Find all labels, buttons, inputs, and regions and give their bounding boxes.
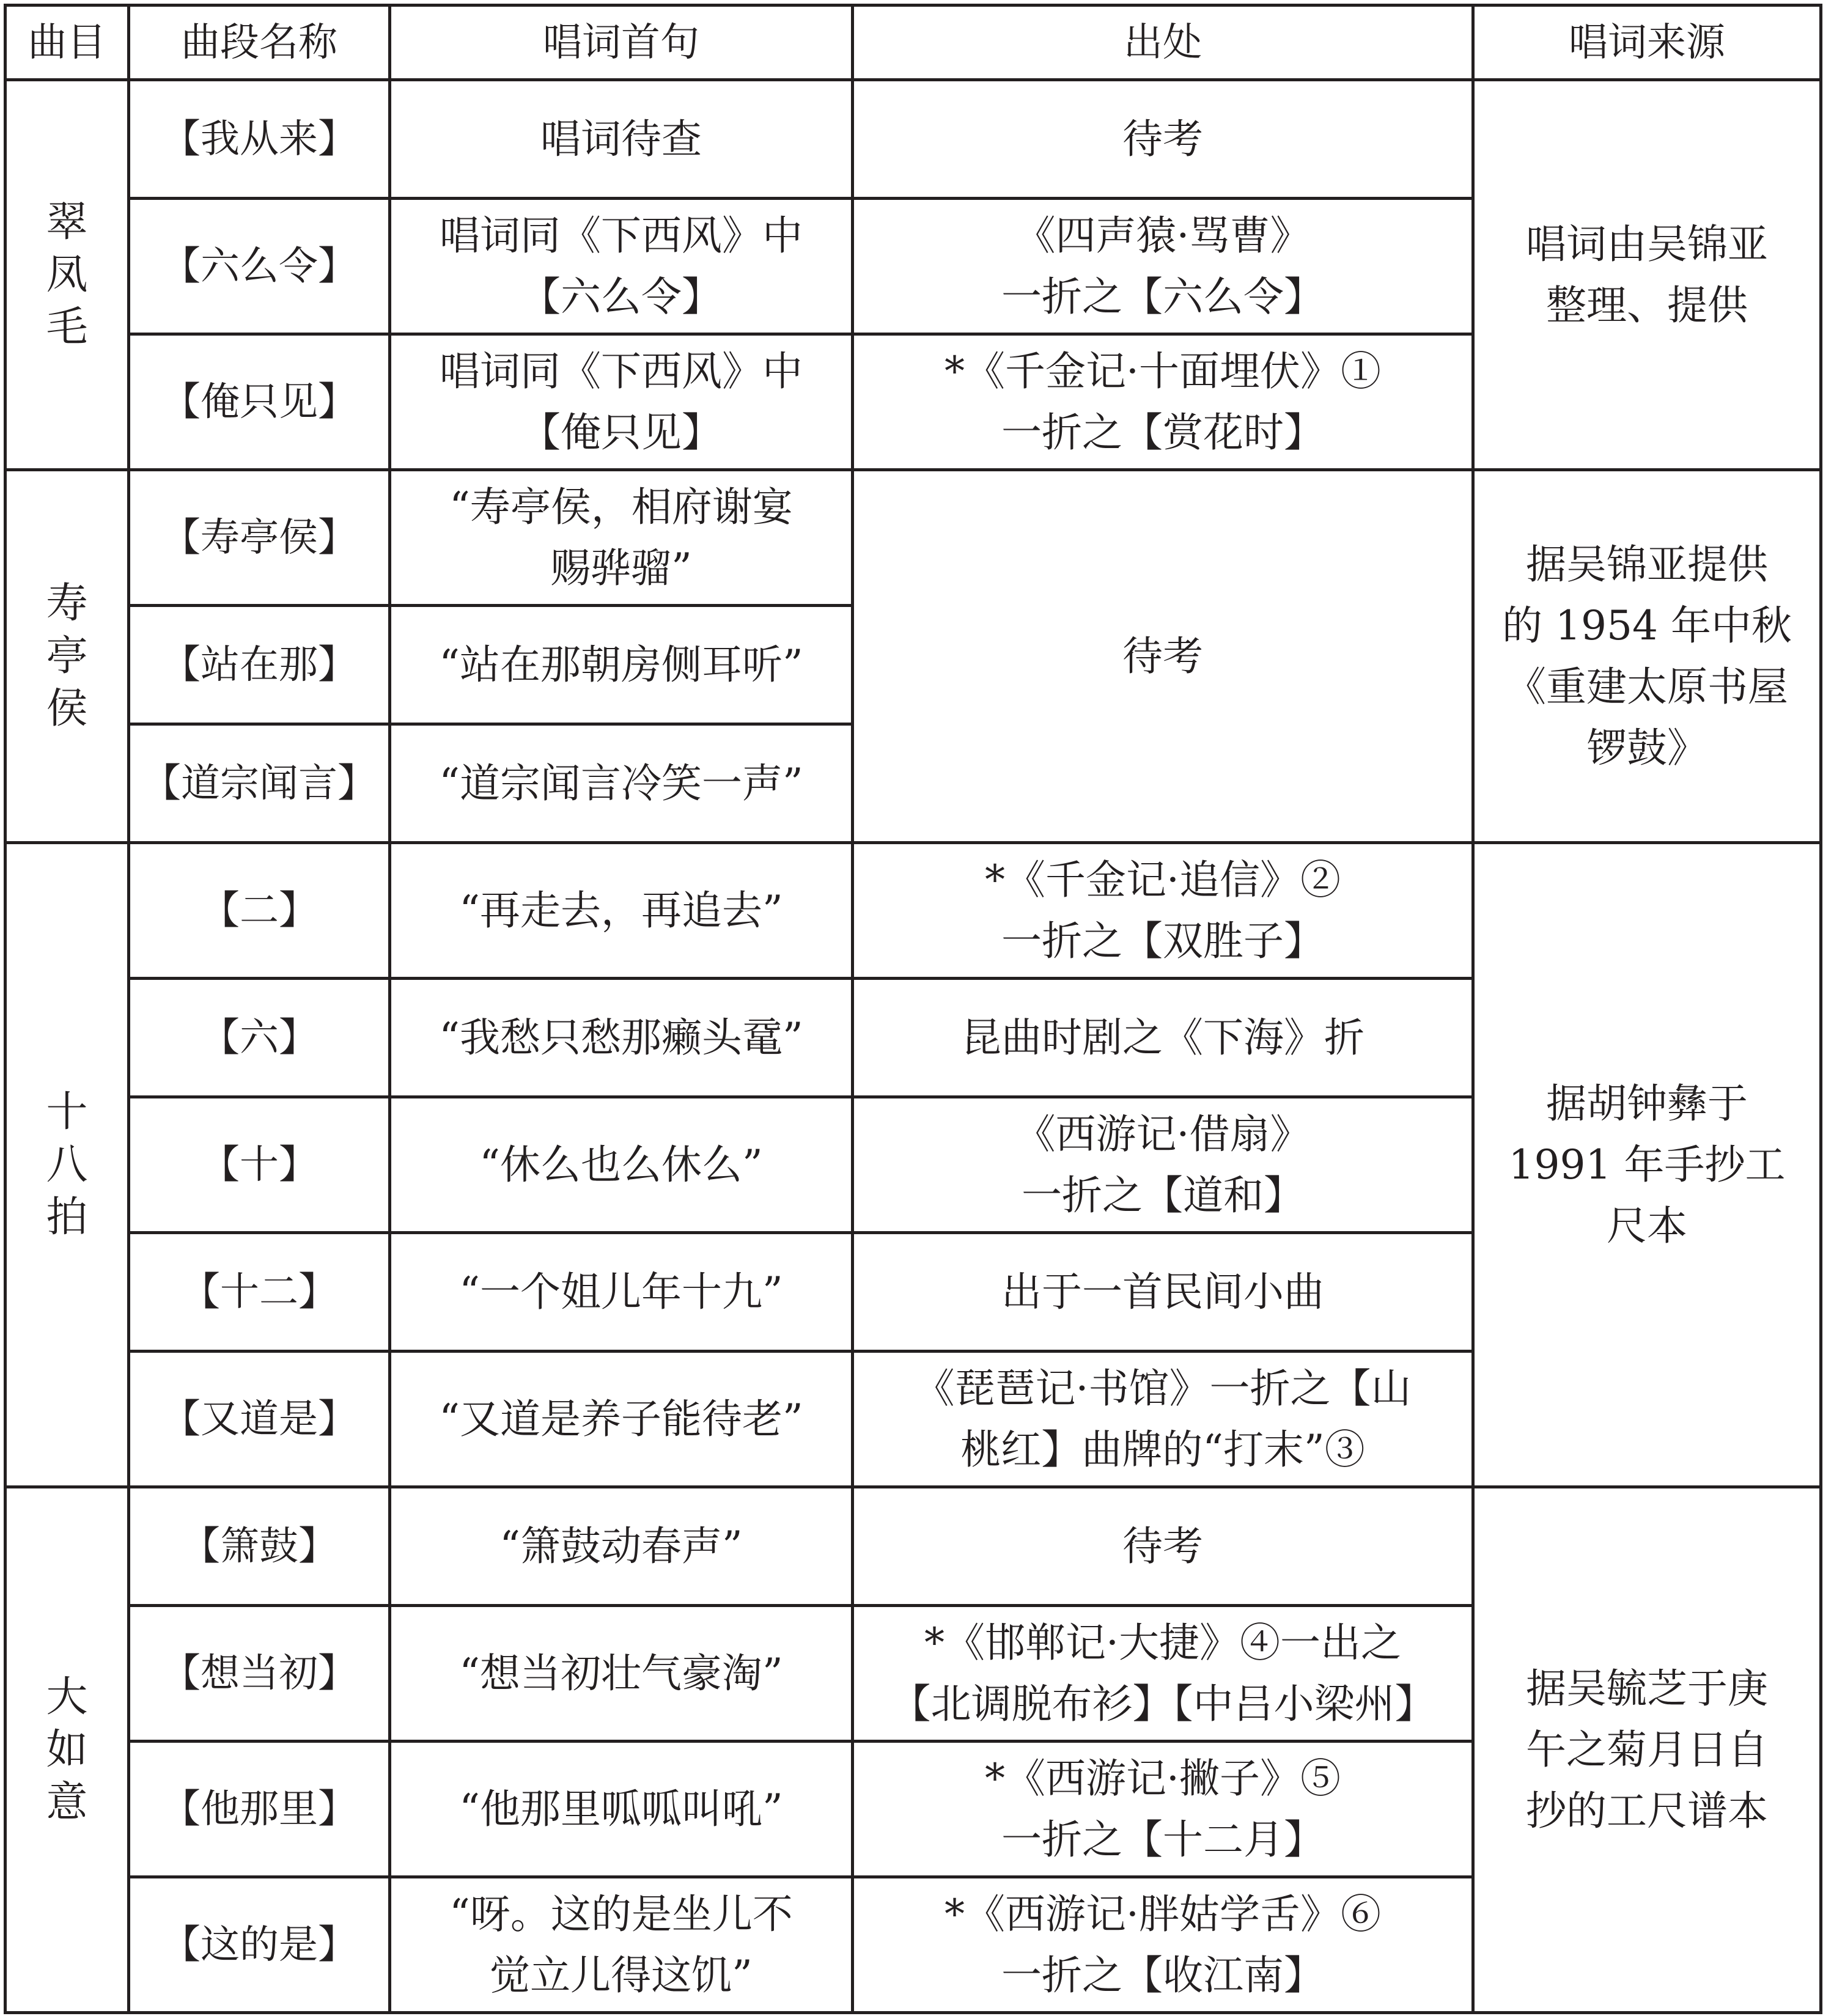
segment-name-cell: 【寿亭侯】 [129, 470, 390, 606]
first-line-cell: “呀。这的是坐儿不 觉立儿得这饥” [390, 1877, 853, 2013]
segment-name-cell: 【六么令】 [129, 199, 390, 334]
origin-cell: 《四声猿·骂曹》 一折之【六么令】 [853, 199, 1473, 334]
origin-cell: 《琵琶记·书馆》一折之【山 桃红】曲牌的“打末”③ [853, 1352, 1473, 1487]
segment-name-cell: 【十】 [129, 1097, 390, 1233]
origin-cell: 《西游记·借扇》 一折之【道和】 [853, 1097, 1473, 1233]
header-origin: 出处 [853, 6, 1473, 80]
first-line-cell: “箫鼓动春声” [390, 1487, 853, 1606]
opera-table [4, 4, 1822, 2014]
segment-name-cell: 【这的是】 [129, 1877, 390, 2013]
first-line-cell: “我愁只愁那癞头鼋” [390, 979, 853, 1097]
segment-name-cell: 【站在那】 [129, 606, 390, 724]
first-line-cell: “他那里呱呱叫吼” [390, 1742, 853, 1877]
table-row [6, 470, 1821, 606]
first-line-cell: “站在那朝房侧耳听” [390, 606, 853, 724]
lyrics-source-cell: 据吴锦亚提供 的 1954 年中秋 《重建太原书屋 锣鼓》 [1473, 470, 1821, 843]
segment-name-cell: 【六】 [129, 979, 390, 1097]
qumu-cell: 寿亭侯 [6, 470, 129, 843]
header-segment-name: 曲段名称 [129, 6, 390, 80]
first-line-cell: 唱词同《下西风》中 【俺只见】 [390, 334, 853, 470]
segment-name-cell: 【又道是】 [129, 1352, 390, 1487]
lyrics-source-cell: 据胡钟彝于 1991 年手抄工 尺本 [1473, 843, 1821, 1487]
segment-name-cell: 【想当初】 [129, 1606, 390, 1742]
header-lyrics-source: 唱词来源 [1473, 6, 1821, 80]
first-line-cell: “休么也么休么” [390, 1097, 853, 1233]
first-line-cell: “再走去，再追去” [390, 843, 853, 979]
header-qumu: 曲目 [6, 6, 129, 80]
segment-name-cell: 【俺只见】 [129, 334, 390, 470]
segment-name-cell: 【箫鼓】 [129, 1487, 390, 1606]
lyrics-source-cell: 唱词由吴锦亚 整理、提供 [1473, 80, 1821, 470]
table-row [6, 843, 1821, 979]
table-row [6, 1487, 1821, 1606]
first-line-cell: “一个姐儿年十九” [390, 1233, 853, 1352]
first-line-cell: “想当初壮气豪淘” [390, 1606, 853, 1742]
origin-cell: 待考 [853, 470, 1473, 843]
segment-name-cell: 【我从来】 [129, 80, 390, 199]
first-line-cell: “又道是养子能待老” [390, 1352, 853, 1487]
header-row [6, 6, 1821, 80]
first-line-cell: “道宗闻言冷笑一声” [390, 724, 853, 843]
first-line-cell: “寿亭侯，相府谢宴 赐骅骝” [390, 470, 853, 606]
first-line-cell: 唱词同《下西风》中 【六么令】 [390, 199, 853, 334]
origin-cell: *《千金记·追信》② 一折之【双胜子】 [853, 843, 1473, 979]
qumu-cell: 翠凤毛 [6, 80, 129, 470]
segment-name-cell: 【十二】 [129, 1233, 390, 1352]
origin-cell: *《邯郸记·大捷》④一出之 【北调脱布衫】【中吕小梁州】 [853, 1606, 1473, 1742]
table-row [6, 80, 1821, 199]
header-first-line: 唱词首句 [390, 6, 853, 80]
segment-name-cell: 【二】 [129, 843, 390, 979]
origin-cell: 出于一首民间小曲 [853, 1233, 1473, 1352]
segment-name-cell: 【他那里】 [129, 1742, 390, 1877]
origin-cell: 待考 [853, 80, 1473, 199]
first-line-cell: 唱词待查 [390, 80, 853, 199]
origin-cell: 昆曲时剧之《下海》折 [853, 979, 1473, 1097]
segment-name-cell: 【道宗闻言】 [129, 724, 390, 843]
lyrics-source-cell: 据吴毓芝于庚 午之菊月日自 抄的工尺谱本 [1473, 1487, 1821, 2013]
qumu-cell: 十八拍 [6, 843, 129, 1487]
origin-cell: *《千金记·十面埋伏》① 一折之【赏花时】 [853, 334, 1473, 470]
origin-cell: *《西游记·胖姑学舌》⑥ 一折之【收江南】 [853, 1877, 1473, 2013]
qumu-cell: 大如意 [6, 1487, 129, 2013]
origin-cell: 待考 [853, 1487, 1473, 1606]
origin-cell: *《西游记·撇子》⑤ 一折之【十二月】 [853, 1742, 1473, 1877]
